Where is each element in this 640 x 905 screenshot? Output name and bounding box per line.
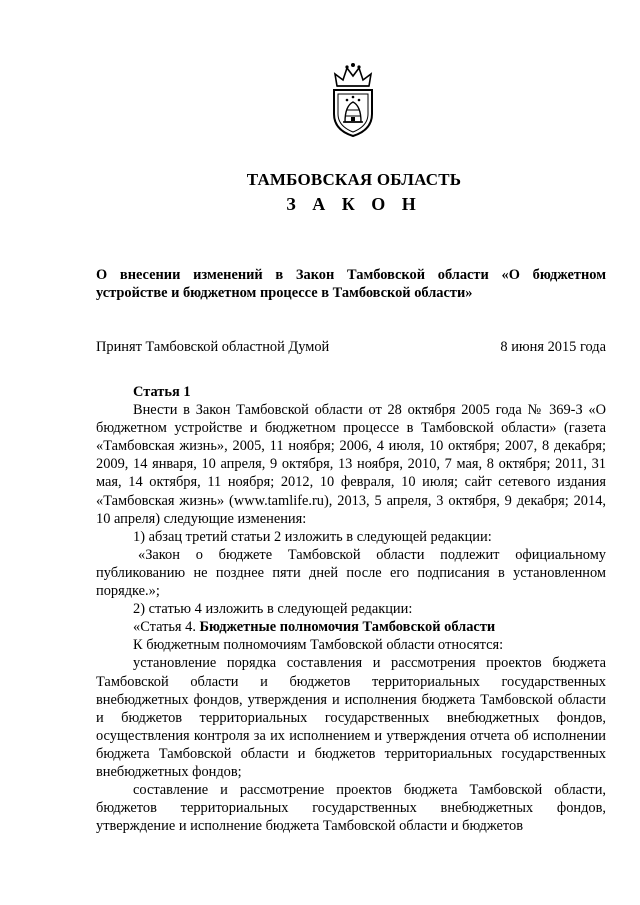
article4-title: Бюджетные полномочия Тамбовской области: [199, 619, 496, 636]
paragraph: 1) абзац третий статьи 2 изложить в следующей редакции:: [133, 528, 492, 545]
adoption-line: [96, 339, 606, 356]
paragraph: установление порядка составления и рассмотрения проектов бюджета Тамбовской области и бюджетов территориальных государственных внебюджетных фондов, утверждения и исполнения бюджета Тамбовской области и бюджетов территориальных государственных внебюджетных фондов, осуществления контроля за их исполнением и утверждения отчета об исполнении бюджета Тамбовской области и бюджетов территориальных государственных внебюджетных фондов;: [96, 655, 606, 780]
article4-prefix: «Статья 4.: [133, 619, 200, 636]
paragraph: 2) статью 4 изложить в следующей редакции:: [133, 601, 413, 618]
adoption-date: 8 июня 2015 года: [500, 339, 606, 355]
region-title: ТАМБОВСКАЯ ОБЛАСТЬ: [246, 170, 462, 189]
law-subject: О внесении изменений в Закон Тамбовской области «О бюджетном устройстве и бюджетном процессе в Тамбовской области»: [96, 267, 606, 301]
article4-heading: [96, 618, 606, 636]
article-heading: Статья 1: [133, 384, 191, 400]
tambov-coat-of-arms-icon: [325, 62, 381, 138]
paragraph: составление и рассмотрение проектов бюджета Тамбовской области, бюджетов территориальных государственных внебюджетных фондов, утверждение и исполнение бюджета Тамбовской области и бюджетов: [96, 782, 606, 835]
document-type: З А К О Н: [286, 194, 422, 214]
quote-paragraph: «Закон о бюджете Тамбовской области подлежит официальному публикованию не позднее пяти дней после его подписания в установленном порядке.»;: [96, 546, 606, 600]
paragraph: Внести в Закон Тамбовской области от 28 октября 2005 года № 369-З «О бюджетном устройстве и бюджетном процессе в Тамбовской области» (газета «Тамбовская жизнь», 2005, 11 ноября; 2006, 4 июля, 10 октября; 2007, 8 декабря; 2009, 14 января, 10 апреля, 9 октября, 13 ноября, 2010, 7 мая, 8 октября; 2011, 31 мая, 14 октября, 11 ноября; 2012, 10 февраля, 10 июля; сайт сетевого издания «Тамбовская жизнь» (www.tamlife.ru), 2013, 5 апреля, 3 октября, 9 декабря; 2014, 10 апреля) следующие изменения:: [96, 402, 606, 527]
paragraph: К бюджетным полномочиям Тамбовской области относятся:: [133, 637, 504, 654]
document-body: [96, 383, 606, 835]
adopted-by: Принят Тамбовской областной Думой: [96, 339, 330, 355]
